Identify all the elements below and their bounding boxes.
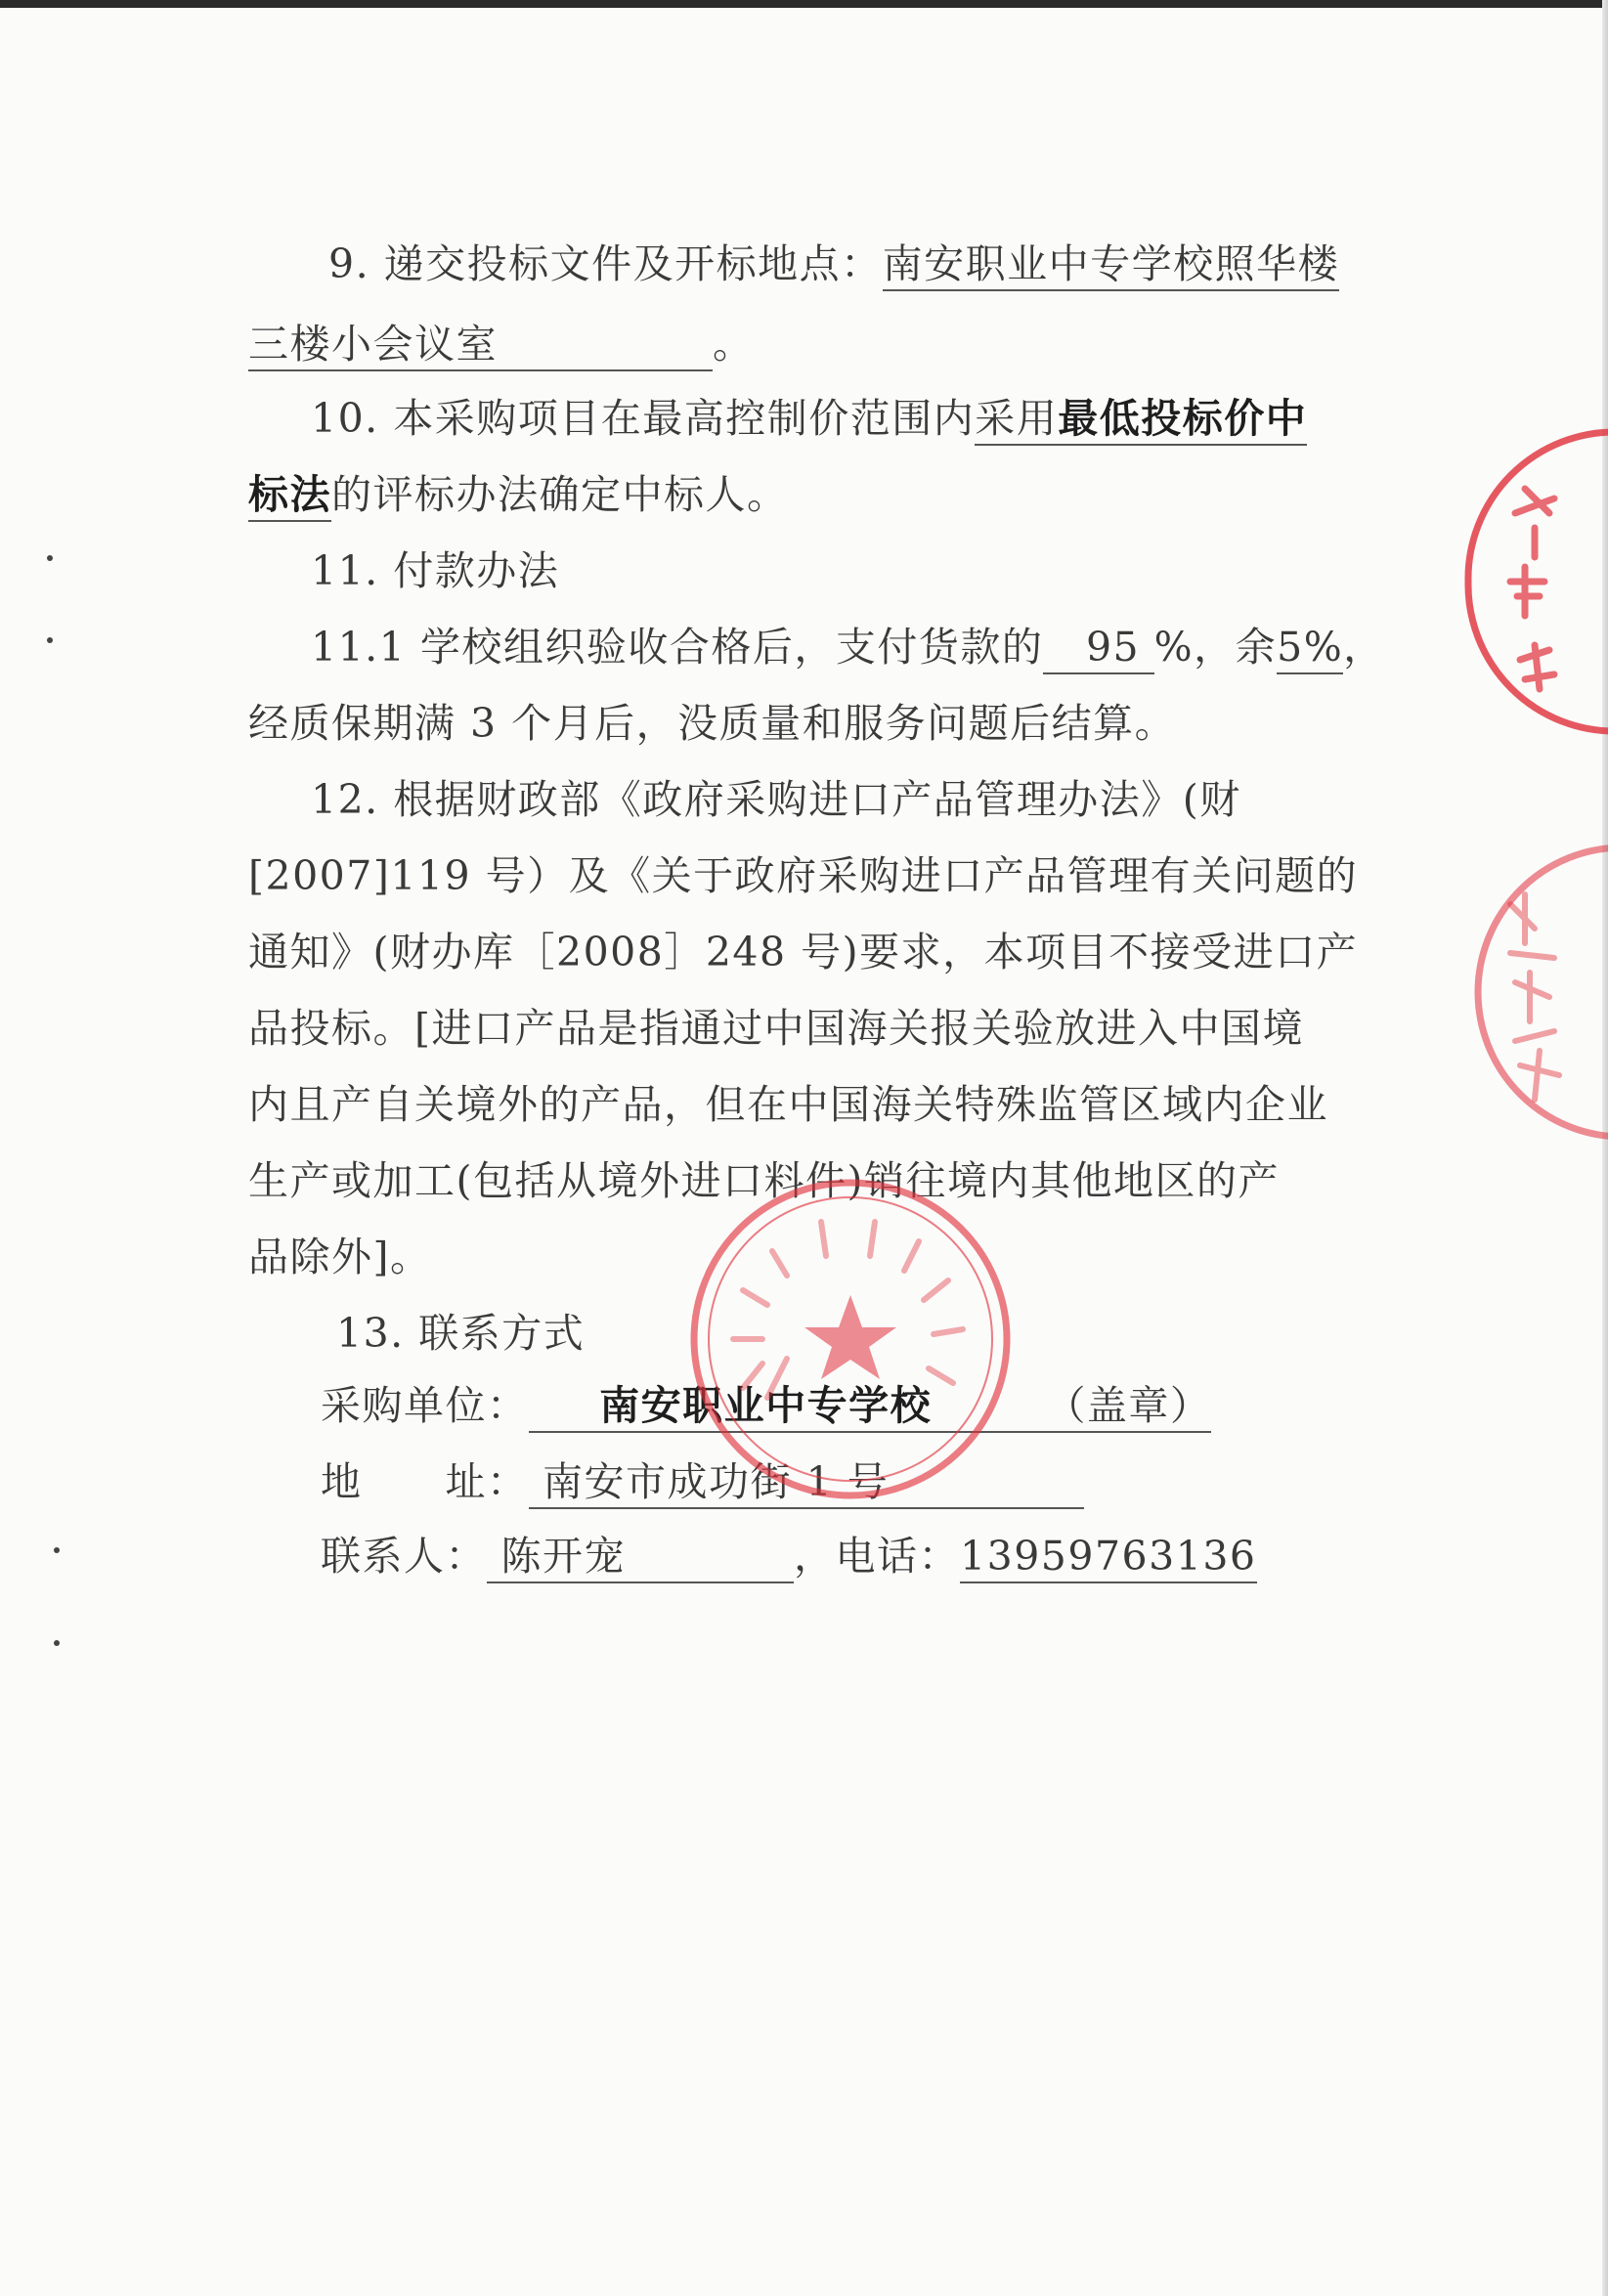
contact-label: 联系人： xyxy=(321,1533,487,1580)
item-11-1-percent: 95 xyxy=(1043,624,1153,674)
item-11-1-text: 11.1 学校组织验收合格后，支付货款的 xyxy=(311,624,1044,671)
item-11-1-end: ， xyxy=(1343,624,1385,671)
item-10-underlined: 采用 xyxy=(975,395,1058,446)
item-10-line-2 xyxy=(248,469,789,520)
address-value: 南安市成功街 1 号 xyxy=(543,1458,890,1505)
item-10-bold: 最低投标价中 xyxy=(1058,395,1307,446)
purchaser-value: 南安职业中专学校 xyxy=(599,1382,933,1429)
item-9-line-1 xyxy=(328,238,1339,289)
item-11-1-line-1 xyxy=(311,622,1385,672)
item-12-line-6: 生产或加工(包括从境外进口料件)销往境内其他地区的产 xyxy=(248,1157,1280,1204)
item-12-line-7: 品除外]。 xyxy=(248,1234,432,1280)
item-12-line-2: [2007]119 号）及《关于政府采购进口产品管理有关问题的 xyxy=(248,852,1359,899)
contact-row xyxy=(321,1531,1257,1581)
contact-value: 陈开宠 xyxy=(500,1533,627,1580)
item-10-text-cont: 的评标办法确定中标人。 xyxy=(331,471,789,518)
item-9-place: 南安职业中专学校照华楼 xyxy=(883,240,1340,291)
address-label: 地 址： xyxy=(321,1458,529,1505)
scan-top-edge xyxy=(0,0,1608,8)
item-9-line-2 xyxy=(248,319,755,369)
item-11-1-remain: 5% xyxy=(1277,624,1343,674)
binding-mark xyxy=(54,1547,60,1553)
phone-value: 13959763136 xyxy=(960,1533,1256,1583)
partial-seal-stamp-top xyxy=(1456,420,1608,743)
purchaser-label: 采购单位： xyxy=(321,1382,529,1429)
official-seal-stamp xyxy=(674,1163,1026,1515)
item-13-title: 13. 联系方式 xyxy=(336,1310,586,1357)
binding-mark xyxy=(54,1640,60,1646)
item-9-place-cont: 三楼小会议室 xyxy=(248,321,713,371)
item-12-line-4: 品投标。[进口产品是指通过中国海关报关验放进入中国境 xyxy=(248,1005,1304,1052)
item-10-text: 10. 本采购项目在最高控制价范围内 xyxy=(311,395,976,442)
item-10-bold-cont: 标法 xyxy=(248,471,331,522)
item-9-label: 9. 递交投标文件及开标地点： xyxy=(328,240,883,287)
item-12-line-3: 通知》(财办库［2008］248 号)要求，本项目不接受进口产 xyxy=(248,929,1359,975)
item-10-line-1 xyxy=(311,393,1307,444)
binding-mark xyxy=(47,555,53,561)
item-9-end: 。 xyxy=(713,321,755,368)
partial-seal-stamp-bottom xyxy=(1466,836,1608,1148)
item-11-1-mid: %，余 xyxy=(1153,624,1278,671)
contact-field xyxy=(487,1533,794,1583)
item-11-title: 11. 付款办法 xyxy=(311,547,560,594)
binding-mark xyxy=(47,637,53,643)
seal-note: （盖章） xyxy=(1045,1382,1212,1429)
item-12-line-5: 内且产自关境外的产品，但在中国海关特殊监管区域内企业 xyxy=(248,1081,1328,1128)
item-12-line-1: 12. 根据财政部《政府采购进口产品管理办法》(财 xyxy=(311,776,1241,823)
phone-label: ，电话： xyxy=(794,1533,961,1580)
item-11-1-line-2: 经质保期满 3 个月后，没质量和服务问题后结算。 xyxy=(248,700,1177,747)
